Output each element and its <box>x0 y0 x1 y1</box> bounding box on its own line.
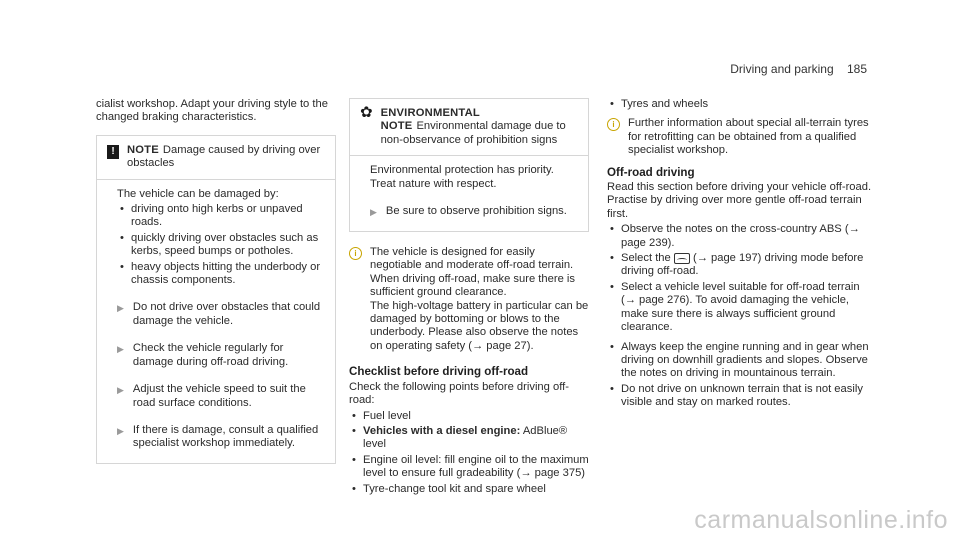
checklist-intro: Check the following points before driving off-road: <box>349 380 569 407</box>
environmental-heading <box>381 107 578 147</box>
step-arrow-icon: ▶ <box>117 303 124 314</box>
list-item: • heavy objects hitting the underbody or chassis components. <box>117 261 325 288</box>
list-item: • Always keep the engine running and in gear when driving on downhill gradients and slopes. Observe the notes on driving in mountainous terrain. <box>607 341 875 381</box>
info-note-text: Further information about special all-terrain tyres for retrofitting can be obtained from a qualified specialist workshop. <box>628 117 869 157</box>
step-arrow-icon: ▶ <box>117 425 124 436</box>
action-step <box>117 424 325 451</box>
warning-icon: ! <box>107 145 119 159</box>
action-step <box>370 205 578 219</box>
step-text: Check the vehicle regularly for damage during off-road driving. <box>132 342 289 368</box>
action-step <box>117 383 325 410</box>
info-paragraph: The high-voltage battery in particular can be damaged by bottoming or blows to the underbody. Please also observe the notes on operating safety (→ page 27). <box>370 299 589 352</box>
notice-intro: The vehicle can be damaged by: <box>117 187 279 200</box>
intro-text: cialist workshop. Adapt your driving style to the changed braking characteristics. <box>96 98 328 124</box>
environmental-body <box>350 156 588 231</box>
offroad-heading: Off-road driving <box>607 165 695 179</box>
select-text-after: (→ page 197) driving mode before driving off-road. <box>621 252 864 278</box>
notice-keyword: NOTE <box>127 143 159 156</box>
notice-heading <box>127 144 325 171</box>
action-step <box>117 342 325 369</box>
checklist-continued <box>607 98 875 111</box>
diesel-label: Vehicles with a diesel engine: <box>363 424 521 437</box>
list-item: • driving onto high kerbs or unpaved roads. <box>117 203 325 230</box>
diesel-value: AdBlue® level <box>363 424 568 451</box>
column-3 <box>607 98 875 410</box>
step-arrow-icon: ▶ <box>370 207 377 218</box>
info-paragraph: The vehicle is designed for easily negotiable and moderate off-road terrain. When driving off-road, make sure there is sufficient ground clearance. <box>370 246 575 299</box>
list-item: • Tyre-change tool kit and spare wheel <box>349 483 589 496</box>
list-item: • Select a vehicle level suitable for off-road terrain (→ page 276). To avoid damaging the vehicle, make sure there is always sufficient ground clearance. <box>607 281 875 335</box>
checklist <box>349 410 589 496</box>
column-2 <box>349 98 589 496</box>
notice-bullets <box>117 203 325 287</box>
list-item: • Engine oil level: fill engine oil to the maximum level to ensure full gradeability (→ page 375) <box>349 454 589 481</box>
environmental-header <box>350 99 588 156</box>
notice-header <box>97 136 335 180</box>
info-icon: i <box>349 247 362 260</box>
info-note <box>607 117 875 157</box>
list-item <box>349 425 589 452</box>
step-arrow-icon: ▶ <box>117 385 124 396</box>
checklist-heading: Checklist before driving off-road <box>349 365 529 379</box>
notice-body <box>97 180 335 463</box>
list-item: • Tyres and wheels <box>607 98 875 111</box>
info-icon: i <box>607 118 620 131</box>
list-item <box>607 252 875 279</box>
info-note-text <box>370 246 589 353</box>
list-item: • Do not drive on unknown terrain that is not easily visible and stay on marked routes. <box>607 383 875 410</box>
page-header <box>730 63 867 76</box>
notice-title: Damage caused by driving over obstacles <box>127 143 321 170</box>
environmental-title: Environmental damage due to non-observance of prohibition signs <box>380 120 566 146</box>
leaf-icon: ✿ <box>360 104 373 121</box>
select-text-before: Select the <box>621 252 671 265</box>
step-text: Do not drive over obstacles that could damage the vehicle. <box>132 301 321 327</box>
step-arrow-icon: ▶ <box>117 344 124 355</box>
column-1 <box>96 98 336 464</box>
watermark: carmanualsonline.info <box>694 505 948 534</box>
info-note <box>349 246 589 353</box>
offroad-intro: Read this section before driving your vehicle off-road. Practise by driving over more gentle off-road terrain first. <box>607 181 872 220</box>
step-text: Be sure to observe prohibition signs. <box>385 205 567 218</box>
environmental-box <box>349 98 589 232</box>
step-text: If there is damage, consult a qualified specialist workshop immediately. <box>132 423 319 450</box>
step-text: Adjust the vehicle speed to suit the road surface conditions. <box>132 383 306 409</box>
list-item: • quickly driving over obstacles such as kerbs, speed bumps or potholes. <box>117 232 325 259</box>
environmental-keyword: ENVIRONMENTAL NOTE <box>380 107 480 133</box>
offroad-bullets <box>607 223 875 409</box>
page-number: 185 <box>846 62 867 76</box>
list-item: • Observe the notes on the cross-country ABS (→ page 239). <box>607 223 875 250</box>
section-title: Driving and parking <box>730 62 834 76</box>
offroad-mode-icon <box>674 253 690 264</box>
list-item: • Fuel level <box>349 410 589 423</box>
notice-box <box>96 135 336 464</box>
environmental-text: Environmental protection has priority. Treat nature with respect. <box>370 164 554 190</box>
action-step <box>117 301 325 328</box>
